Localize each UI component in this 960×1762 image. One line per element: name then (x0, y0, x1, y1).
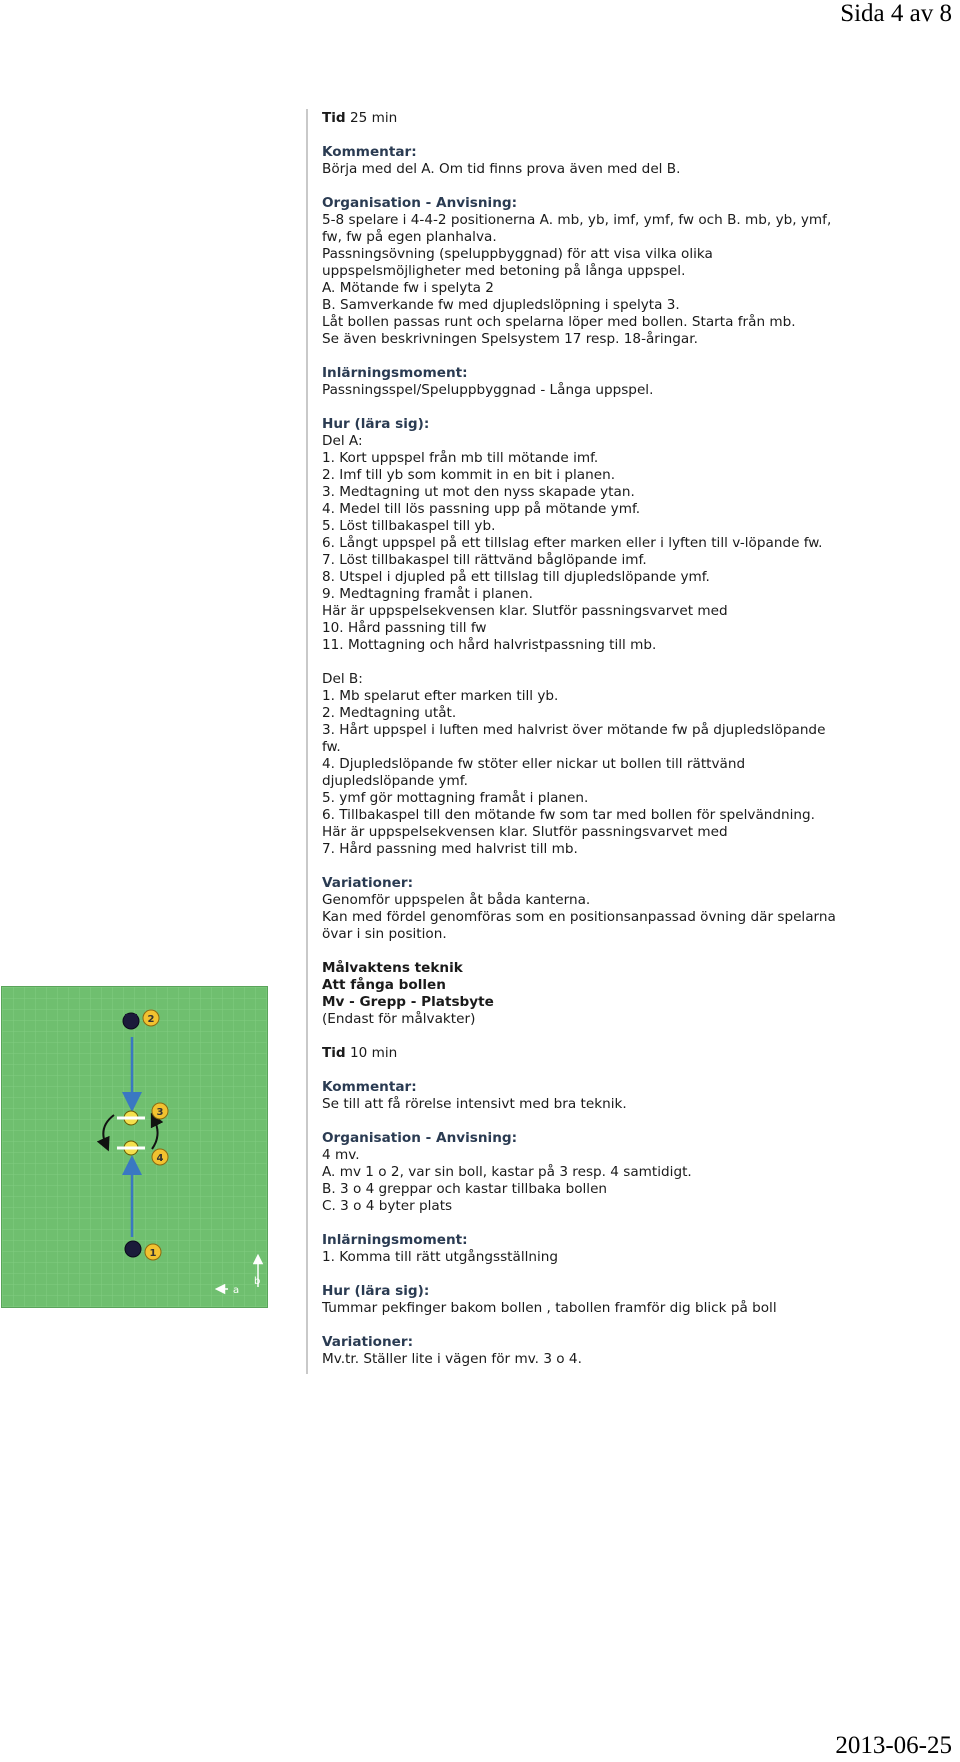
ex2-learn-text: 1. Komma till rätt utgångsställning (322, 1249, 559, 1265)
ex1-org-line: Se även beskrivningen Spelsystem 17 resp. 18-åringar. (322, 331, 698, 347)
exercise-1 (322, 110, 922, 943)
player-4-number: 4 (156, 1153, 164, 1164)
ex1-time (322, 110, 922, 127)
ex1-how-b-line: fw. (322, 739, 341, 755)
ex2-org-line: 4 mv. (322, 1147, 360, 1163)
ex1-how-a-line: 3. Medtagning ut mot den nyss skapade ytan. (322, 484, 635, 500)
ex1-how-b-line: 2. Medtagning utåt. (322, 705, 457, 721)
ex2-var-label: Variationer: (322, 1334, 414, 1350)
ex1-how-a-line: 10. Hård passning till fw (322, 620, 487, 636)
ex2-time (322, 1045, 922, 1062)
ex2-org-label: Organisation - Anvisning: (322, 1130, 518, 1146)
ex1-var-line: övar i sin position. (322, 926, 447, 942)
ex1-org-line: 5-8 spelare i 4-4-2 positionerna A. mb, yb, imf, ymf, fw och B. mb, yb, ymf, (322, 212, 832, 228)
ex1-how-b-line: 3. Hårt uppspel i luften med halvrist över mötande fw på djupledslöpande (322, 722, 826, 738)
footer-date: 2013-06-25 (835, 1732, 952, 1759)
ex1-comment-text: Börja med del A. Om tid finns prova även med del B. (322, 161, 681, 177)
ex1-how-label: Hur (lära sig): (322, 416, 430, 432)
ex1-org-line: B. Samverkande fw med djupledslöpning i spelyta 3. (322, 297, 680, 313)
left-margin-rule-1 (306, 109, 308, 962)
ex1-how-a-line: 2. Imf till yb som kommit in en bit i planen. (322, 467, 616, 483)
ex1-how-a-line: 6. Långt uppspel på ett tillslag efter marken eller i lyften till v-löpande fw. (322, 535, 823, 551)
left-margin-rule-2 (306, 962, 308, 1374)
ex1-how-b-line: 7. Hård passning med halvrist till mb. (322, 841, 578, 857)
ex1-learn-text: Passningsspel/Speluppbyggnad - Långa uppspel. (322, 382, 654, 398)
ex1-how-a-line: Del A: (322, 433, 363, 449)
ex2-var-text: Mv.tr. Ställer lite i vägen för mv. 3 o 4. (322, 1351, 582, 1367)
page-number-header: Sida 4 av 8 (840, 0, 952, 27)
ex1-org-line: Passningsövning (speluppbyggnad) för att visa vilka olika (322, 246, 713, 262)
ex1-how-b-line: djupledslöpande ymf. (322, 773, 468, 789)
ex2-org-line: C. 3 o 4 byter plats (322, 1198, 453, 1214)
ex1-org-line: fw, fw på egen planhalva. (322, 229, 497, 245)
drill-diagram-svg (2, 987, 267, 1307)
ex1-how-a-line: 9. Medtagning framåt i planen. (322, 586, 533, 602)
ex1-comment-label: Kommentar: (322, 144, 417, 160)
ex2-org-line: A. mv 1 o 2, var sin boll, kastar på 3 resp. 4 samtidigt. (322, 1164, 692, 1180)
ex1-org-line: Låt bollen passas runt och spelarna löper med bollen. Starta från mb. (322, 314, 796, 330)
ex1-var-label: Variationer: (322, 875, 414, 891)
ex1-var-line: Genomför uppspelen åt båda kanterna. (322, 892, 591, 908)
ex1-var-line: Kan med fördel genomföras som en positionsanpassad övning där spelarna (322, 909, 836, 925)
ex1-how-b-line: 6. Tillbakaspel till den mötande fw som tar med bollen för spelvändning. (322, 807, 815, 823)
ex2-title-line: Att fånga bollen (322, 977, 446, 993)
ex2-learn-label: Inlärningsmoment: (322, 1232, 468, 1248)
ex1-how-a-line: Här är uppspelsekvensen klar. Slutför passningsvarvet med (322, 603, 728, 619)
ex2-title-line: Mv - Grepp - Platsbyte (322, 994, 494, 1010)
ex1-how-b-line: 5. ymf gör mottagning framåt i planen. (322, 790, 589, 806)
ex1-how-b-line: Här är uppspelsekvensen klar. Slutför passningsvarvet med (322, 824, 728, 840)
ex2-title-line: Målvaktens teknik (322, 960, 463, 976)
ex1-org-line: A. Mötande fw i spelyta 2 (322, 280, 494, 296)
player-3-number: 3 (156, 1107, 164, 1118)
ex1-how-a-line: 8. Utspel i djupled på ett tillslag till djupledslöpande ymf. (322, 569, 710, 585)
ex2-org-line: B. 3 o 4 greppar och kastar tillbaka bollen (322, 1181, 608, 1197)
ex2-time-label: Tid (322, 1045, 346, 1061)
ex1-how-b-line: 4. Djupledslöpande fw stöter eller nickar ut bollen till rättvänd (322, 756, 746, 772)
ex2-time-value: 10 min (345, 1045, 398, 1061)
ex2-subtitle: (Endast för målvakter) (322, 1011, 476, 1027)
drill-diagram (1, 986, 268, 1308)
exercise-2 (322, 960, 922, 1368)
ex1-org-line: uppspelsmöjligheter med betoning på långa uppspel. (322, 263, 686, 279)
player-2-number: 2 (147, 1014, 155, 1025)
legend-label-a: a (233, 1285, 240, 1296)
ex1-how-b-line: Del B: (322, 671, 363, 687)
legend-label-b: b (254, 1276, 261, 1287)
ex1-how-a-line: 11. Mottagning och hård halvristpassning till mb. (322, 637, 657, 653)
ex1-how-a-line: 1. Kort uppspel från mb till mötande imf. (322, 450, 599, 466)
ex2-how-label: Hur (lära sig): (322, 1283, 430, 1299)
ex1-how-a-line: 7. Löst tillbakaspel till rättvänd båglöpande imf. (322, 552, 647, 568)
ex2-comment-text: Se till att få rörelse intensivt med bra teknik. (322, 1096, 627, 1112)
ex1-learn-label: Inlärningsmoment: (322, 365, 468, 381)
ex1-time-label: Tid (322, 110, 346, 126)
ex2-comment-label: Kommentar: (322, 1079, 417, 1095)
player-1-number: 1 (149, 1248, 157, 1259)
ex1-org-label: Organisation - Anvisning: (322, 195, 518, 211)
ex1-how-a-line: 4. Medel till lös passning upp på mötande ymf. (322, 501, 641, 517)
ex1-time-value: 25 min (345, 110, 398, 126)
ex1-how-a-line: 5. Löst tillbakaspel till yb. (322, 518, 496, 534)
ex1-how-b-line: 1. Mb spelarut efter marken till yb. (322, 688, 559, 704)
ex2-how-text: Tummar pekfinger bakom bollen , tabollen framför dig blick på boll (322, 1300, 777, 1316)
